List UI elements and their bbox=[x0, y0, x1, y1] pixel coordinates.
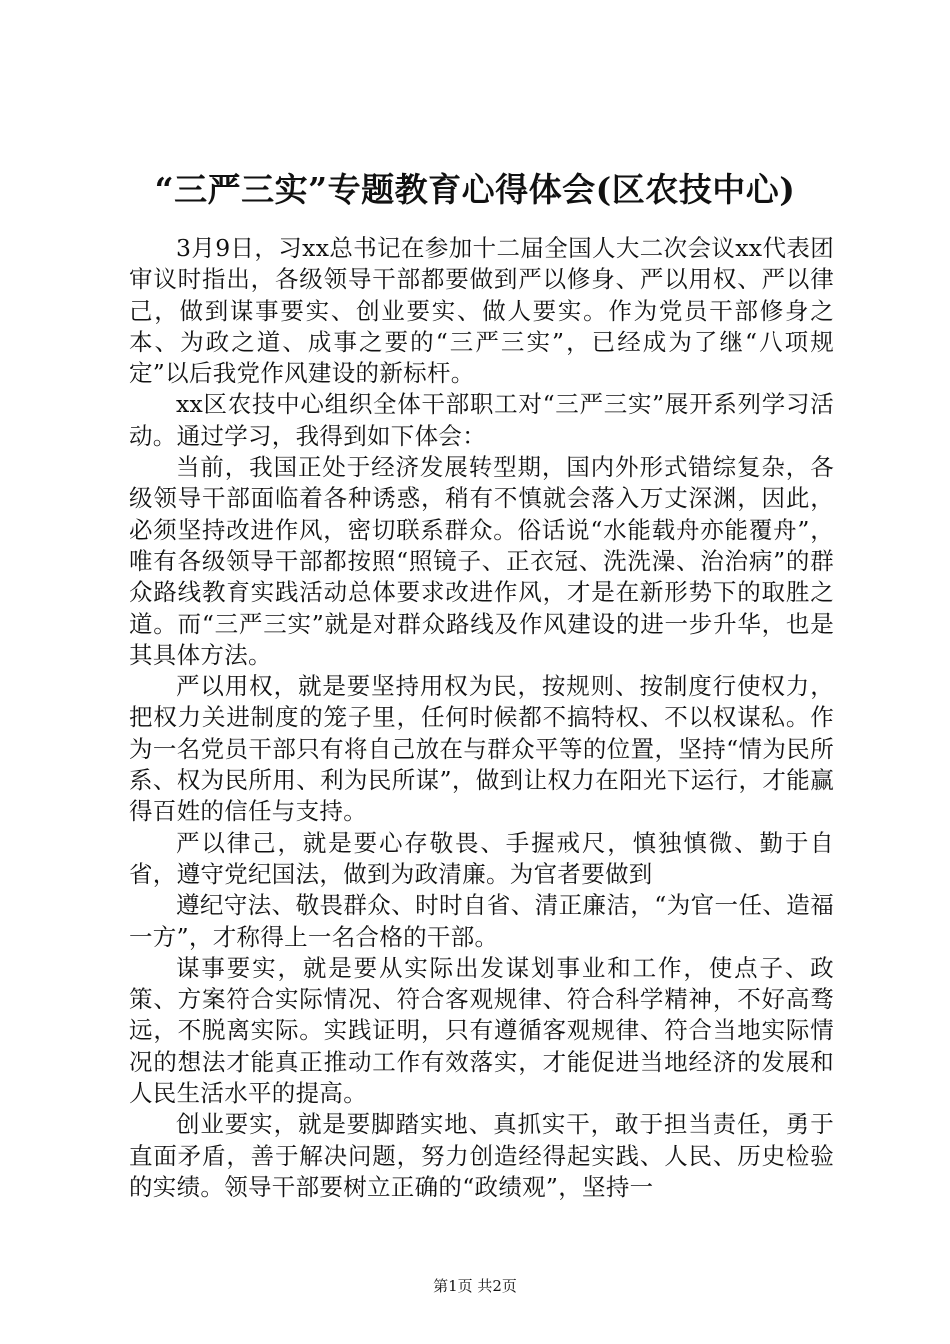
document-title: “三严三实”专题教育心得体会(区农技中心) bbox=[154, 170, 796, 209]
paragraph: 3月9日，习xx总书记在参加十二届全国人大二次会议xx代表团审议时指出，各级领导干部都要做到严以修身、严以用权、严以律己，做到谋事要实、创业要实、做人要实。作为党员干部修身之本、为政之道、成事之要的“三严三实”，已经成为了继“八项规定”以后我党作风建设的新标杆。 bbox=[129, 234, 834, 388]
paragraph: 遵纪守法、敬畏群众、时时自省、清正廉洁，“为官一任、造福一方”，才称得上一名合格的干部。 bbox=[129, 891, 834, 951]
page-number: 第1页 共2页 bbox=[433, 1277, 517, 1295]
paragraph: 严以律己，就是要心存敬畏、手握戒尺，慎独慎微、勤于自省，遵守党纪国法，做到为政清廉。为官者要做到 bbox=[129, 828, 834, 888]
paragraph: 严以用权，就是要坚持用权为民，按规则、按制度行使权力，把权力关进制度的笼子里，任何时候都不搞特权、不以权谋私。作为一名党员干部只有将自己放在与群众平等的位置，坚持“情为民所系、权为民所用、利为民所谋”，做到让权力在阳光下运行，才能赢得百姓的信任与支持。 bbox=[129, 672, 834, 826]
document-body bbox=[129, 233, 834, 1203]
paragraph: 当前，我国正处于经济发展转型期，国内外形式错综复杂，各级领导干部面临着各种诱惑，稍有不慎就会落入万丈深渊，因此，必须坚持改进作风，密切联系群众。俗话说“水能载舟亦能覆舟”，唯有各级领导干部都按照“照镜子、正衣冠、洗洗澡、治治病”的群众路线教育实践活动总体要求改进作风，才是在新形势下的取胜之道。而“三严三实”就是对群众路线及作风建设的进一步升华，也是其具体方法。 bbox=[129, 453, 834, 669]
paragraph: xx区农技中心组织全体干部职工对“三严三实”展开系列学习活动。通过学习，我得到如下体会： bbox=[129, 390, 834, 450]
paragraph: 创业要实，就是要脚踏实地、真抓实干，敢于担当责任，勇于直面矛盾，善于解决问题，努力创造经得起实践、人民、历史检验的实绩。领导干部要树立正确的“政绩观”，坚持一 bbox=[129, 1110, 834, 1201]
paragraph: 谋事要实，就是要从实际出发谋划事业和工作，使点子、政策、方案符合实际情况、符合客观规律、符合科学精神，不好高骛远，不脱离实际。实践证明，只有遵循客观规律、符合当地实际情况的想法才能真正推动工作有效落实，才能促进当地经济的发展和人民生活水平的提高。 bbox=[129, 953, 834, 1108]
